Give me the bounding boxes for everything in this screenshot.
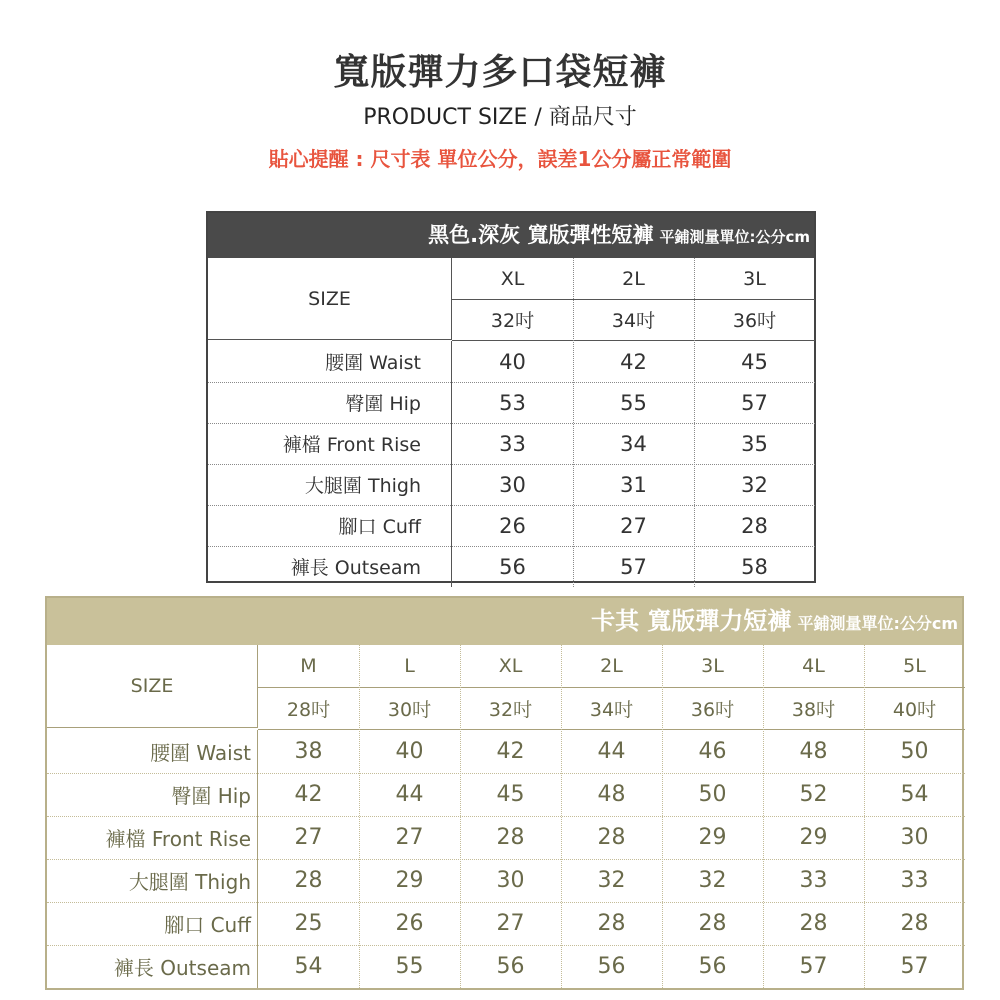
divider <box>258 687 965 688</box>
column-divider <box>662 645 663 988</box>
size-table-black-gray <box>206 211 816 583</box>
measurement-value: 25 <box>294 911 323 936</box>
row-divider <box>208 505 815 506</box>
waist-inch-cell: 36吋 <box>690 698 735 721</box>
column-divider <box>561 645 562 988</box>
measurement-value: 42 <box>294 782 323 807</box>
measurement-value: 28 <box>597 911 626 936</box>
measurement-value: 58 <box>741 554 768 579</box>
waist-inch-cell: 34吋 <box>589 698 634 721</box>
measurement-value: 44 <box>395 782 424 807</box>
waist-inch-cell: 30吋 <box>387 698 432 721</box>
row-divider <box>47 859 965 860</box>
table-header-bar <box>47 598 962 645</box>
measurement-value: 55 <box>395 954 424 979</box>
measurement-value: 57 <box>799 954 828 979</box>
measurement-label: 大腿圍 Thigh <box>47 859 258 902</box>
page-subtitle: PRODUCT SIZE / 商品尺寸 <box>363 105 637 130</box>
size-header-cell: 5L <box>903 655 926 677</box>
measurement-value: 40 <box>499 349 526 374</box>
row-divider <box>208 546 815 547</box>
measurement-value: 26 <box>395 911 424 936</box>
waist-inch-cell: 36吋 <box>732 310 777 332</box>
measurement-value: 28 <box>496 825 525 850</box>
measurement-value: 29 <box>799 825 828 850</box>
table-header-unit-note: 平鋪測量單位:公分cm <box>659 228 810 246</box>
row-divider <box>47 816 965 817</box>
column-divider <box>573 258 574 587</box>
measurement-value: 57 <box>900 954 929 979</box>
measurement-value: 28 <box>294 868 323 893</box>
page-title: 寬版彈力多口袋短褲 <box>333 52 667 93</box>
row-divider <box>208 382 815 383</box>
size-header-cell: 3L <box>701 655 724 677</box>
measurement-value: 26 <box>499 513 526 538</box>
divider <box>452 299 815 300</box>
measurement-value: 28 <box>799 911 828 936</box>
table-header-unit-note: 平鋪測量單位:公分cm <box>797 614 958 633</box>
waist-inch-cell: 40吋 <box>892 698 937 721</box>
size-header-cell: 2L <box>600 655 623 677</box>
measurement-value: 34 <box>620 431 647 456</box>
size-header-cell: L <box>404 655 415 677</box>
row-divider <box>47 902 965 903</box>
measurement-value: 28 <box>900 911 929 936</box>
measurement-value: 30 <box>499 472 526 497</box>
measurement-value: 50 <box>900 739 929 764</box>
column-divider <box>763 645 764 988</box>
measurement-value: 50 <box>698 782 727 807</box>
measurement-value: 57 <box>620 554 647 579</box>
row-divider <box>47 773 965 774</box>
measurement-label: 褲檔 Front Rise <box>47 816 258 859</box>
measurement-value: 56 <box>499 554 526 579</box>
measurement-label: 腰圍 Waist <box>47 730 258 773</box>
table-header-bar <box>208 213 814 258</box>
measurement-label: 褲長 Outseam <box>47 945 258 988</box>
measurement-value: 54 <box>900 782 929 807</box>
measurement-value: 30 <box>496 868 525 893</box>
measurement-value: 38 <box>294 739 323 764</box>
measurement-value: 42 <box>496 739 525 764</box>
measurement-value: 57 <box>741 390 768 415</box>
measurement-value: 56 <box>698 954 727 979</box>
measurement-value: 44 <box>597 739 626 764</box>
size-label-cell: SIZE <box>47 645 258 728</box>
measurement-value: 45 <box>741 349 768 374</box>
measurement-label: 臀圍 Hip <box>47 773 258 816</box>
measurement-value: 27 <box>294 825 323 850</box>
measurement-label: 褲檔 Front Rise <box>208 423 452 464</box>
measurement-value: 32 <box>597 868 626 893</box>
size-notice: 貼心提醒 : 尺寸表 單位公分，誤差1公分屬正常範圍 <box>268 147 732 171</box>
row-divider <box>208 464 815 465</box>
measurement-value: 56 <box>496 954 525 979</box>
measurement-label: 褲長 Outseam <box>208 546 452 587</box>
measurement-value: 28 <box>597 825 626 850</box>
measurement-value: 53 <box>499 390 526 415</box>
measurement-value: 46 <box>698 739 727 764</box>
row-divider <box>47 945 965 946</box>
size-table-khaki <box>45 596 964 990</box>
measurement-label: 腳口 Cuff <box>47 902 258 945</box>
measurement-value: 32 <box>741 472 768 497</box>
measurement-value: 40 <box>395 739 424 764</box>
measurement-value: 48 <box>597 782 626 807</box>
measurement-value: 30 <box>900 825 929 850</box>
waist-inch-cell: 38吋 <box>791 698 836 721</box>
measurement-value: 35 <box>741 431 768 456</box>
waist-inch-cell: 32吋 <box>488 698 533 721</box>
measurement-value: 52 <box>799 782 828 807</box>
measurement-label: 臀圍 Hip <box>208 382 452 423</box>
size-header-cell: 2L <box>622 267 645 290</box>
column-divider <box>359 645 360 988</box>
measurement-value: 54 <box>294 954 323 979</box>
measurement-label: 腰圍 Waist <box>208 341 452 382</box>
table-header-title: 黑色.深灰 寬版彈性短褲 <box>428 223 654 247</box>
size-header-cell: XL <box>500 267 525 290</box>
measurement-value: 29 <box>395 868 424 893</box>
measurement-value: 27 <box>496 911 525 936</box>
size-header-cell: M <box>300 655 317 677</box>
measurement-label: 大腿圍 Thigh <box>208 464 452 505</box>
size-label-cell: SIZE <box>208 258 452 340</box>
size-header-cell: XL <box>498 655 523 677</box>
measurement-value: 33 <box>499 431 526 456</box>
measurement-value: 28 <box>698 911 727 936</box>
measurement-value: 27 <box>395 825 424 850</box>
measurement-label: 腳口 Cuff <box>208 505 452 546</box>
table-header-title: 卡其 寬版彈力短褲 <box>591 607 792 635</box>
measurement-value: 48 <box>799 739 828 764</box>
size-header-cell: 4L <box>802 655 825 677</box>
column-divider <box>694 258 695 587</box>
measurement-value: 29 <box>698 825 727 850</box>
column-divider <box>460 645 461 988</box>
measurement-value: 55 <box>620 390 647 415</box>
measurement-value: 33 <box>799 868 828 893</box>
column-divider <box>864 645 865 988</box>
waist-inch-cell: 32吋 <box>490 310 535 332</box>
measurement-value: 42 <box>620 349 647 374</box>
measurement-value: 32 <box>698 868 727 893</box>
row-divider <box>208 423 815 424</box>
waist-inch-cell: 28吋 <box>286 698 331 721</box>
measurement-value: 45 <box>496 782 525 807</box>
measurement-value: 27 <box>620 513 647 538</box>
measurement-value: 56 <box>597 954 626 979</box>
measurement-value: 28 <box>741 513 768 538</box>
measurement-value: 31 <box>620 472 647 497</box>
waist-inch-cell: 34吋 <box>611 310 656 332</box>
size-header-cell: 3L <box>743 267 766 290</box>
measurement-value: 33 <box>900 868 929 893</box>
